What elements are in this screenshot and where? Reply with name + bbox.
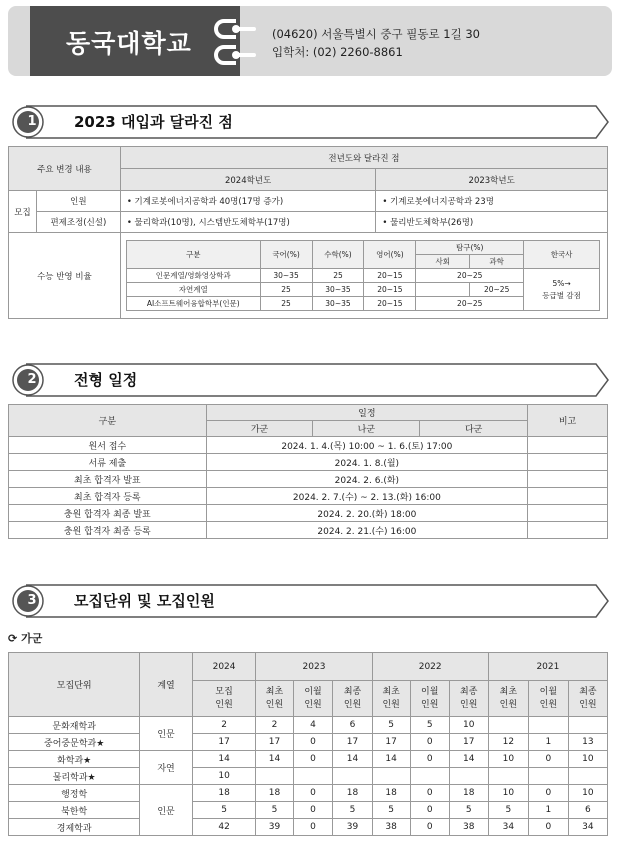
inner-name: 인문계열/영화영상학과 xyxy=(127,269,261,283)
count-cell: 0 xyxy=(410,751,449,768)
count-cell: 14 xyxy=(449,751,488,768)
sub-head: 최초 인원 xyxy=(256,681,293,717)
unit-name: 경제학과 xyxy=(9,819,140,836)
table-row xyxy=(9,734,608,751)
section-title: 모집단위 및 모집인원 xyxy=(74,592,215,610)
group-title xyxy=(8,630,42,646)
schedule-date: 2024. 2. 6.(화) xyxy=(206,471,527,488)
count-cell: 13 xyxy=(568,734,607,751)
count-cell: 5 xyxy=(333,802,372,819)
inner-cell: 20~15 xyxy=(364,269,416,283)
count-cell: 39 xyxy=(333,819,372,836)
inner-cell: 30~35 xyxy=(260,269,312,283)
section-header-2 xyxy=(8,362,610,398)
count-cell: 0 xyxy=(293,734,333,751)
count-cell: 17 xyxy=(192,734,256,751)
count-cell xyxy=(449,768,488,785)
schedule-label: 최초 합격자 등록 xyxy=(9,488,207,505)
count-cell: 6 xyxy=(568,802,607,819)
unit-name: 행정학 xyxy=(9,785,140,802)
inner-cell xyxy=(416,283,470,297)
col-field: 계열 xyxy=(140,653,192,717)
phone: 입학처: (02) 2260-8861 xyxy=(272,45,403,59)
count-cell: 0 xyxy=(293,819,333,836)
year-2023: 2023 xyxy=(256,653,372,681)
schedule-note xyxy=(528,437,608,454)
schedule-date: 2024. 1. 8.(월) xyxy=(206,454,527,471)
count-cell xyxy=(333,768,372,785)
inner-history: 5%→ 등급별 감점 xyxy=(524,269,600,311)
row-old: • 물리반도체학부(26명) xyxy=(376,212,608,233)
count-cell xyxy=(528,768,568,785)
table-row xyxy=(9,717,608,734)
schedule-date: 2024. 2. 21.(수) 16:00 xyxy=(206,522,527,539)
inner-head: 국어(%) xyxy=(260,241,312,269)
group-title-text: 가군 xyxy=(21,632,43,645)
row-new: • 기계로봇에너지공학과 40명(17명 증가) xyxy=(120,191,376,212)
col-main: 주요 변경 내용 xyxy=(9,147,121,191)
unit-name: 물리학과★ xyxy=(9,768,140,785)
table-row xyxy=(9,819,608,836)
sub-head: 최종 인원 xyxy=(333,681,372,717)
count-cell: 5 xyxy=(372,802,410,819)
school-name: 동국대학교 xyxy=(66,29,192,58)
schedule-label: 서류 제출 xyxy=(9,454,207,471)
count-cell: 38 xyxy=(372,819,410,836)
count-cell: 14 xyxy=(333,751,372,768)
row-old: • 기계로봇에너지공학과 23명 xyxy=(376,191,608,212)
count-cell: 12 xyxy=(488,734,528,751)
inner-head: 수학(%) xyxy=(312,241,364,269)
inner-cell: 20~15 xyxy=(364,297,416,311)
inner-cell: 25 xyxy=(260,283,312,297)
count-cell: 2 xyxy=(192,717,256,734)
field-name: 인문 xyxy=(140,717,192,751)
inner-subhead: 과학 xyxy=(470,255,524,269)
count-cell: 0 xyxy=(410,785,449,802)
year-new: 2024학년도 xyxy=(120,169,376,191)
field-name: 인문 xyxy=(140,785,192,836)
row-new: • 물리학과(10명), 시스템반도체학부(17명) xyxy=(120,212,376,233)
count-cell xyxy=(488,768,528,785)
field-name: 자연 xyxy=(140,751,192,785)
count-cell: 34 xyxy=(568,819,607,836)
suneung-table xyxy=(126,240,600,311)
schedule-note xyxy=(528,522,608,539)
count-cell: 0 xyxy=(410,734,449,751)
sub-da: 다군 xyxy=(420,421,528,437)
year-2022: 2022 xyxy=(372,653,488,681)
year-old: 2023학년도 xyxy=(376,169,608,191)
arrow-icon: ⟳ xyxy=(8,632,18,645)
count-cell: 18 xyxy=(333,785,372,802)
count-cell xyxy=(256,768,293,785)
sub-head: 최종 인원 xyxy=(449,681,488,717)
year-2024: 2024 xyxy=(192,653,256,681)
inner-cell: 25 xyxy=(260,297,312,311)
inner-head: 구분 xyxy=(127,241,261,269)
section-header-1 xyxy=(8,104,610,140)
schedule-note xyxy=(528,454,608,471)
count-cell: 6 xyxy=(333,717,372,734)
count-cell: 18 xyxy=(449,785,488,802)
count-cell xyxy=(568,768,607,785)
count-cell: 4 xyxy=(293,717,333,734)
count-cell: 14 xyxy=(256,751,293,768)
count-cell xyxy=(488,717,528,734)
count-cell: 17 xyxy=(256,734,293,751)
count-cell: 10 xyxy=(488,751,528,768)
count-cell: 2 xyxy=(256,717,293,734)
page-header xyxy=(8,6,612,76)
count-cell: 18 xyxy=(256,785,293,802)
unit-name: 중어중문학과★ xyxy=(9,734,140,751)
count-cell xyxy=(372,768,410,785)
section-header-3 xyxy=(8,583,610,619)
section-number: 2 xyxy=(27,372,37,387)
recruit-table xyxy=(8,652,608,836)
schedule-note xyxy=(528,505,608,522)
schedule-label: 최초 합격자 발표 xyxy=(9,471,207,488)
sub-head: 최종 인원 xyxy=(568,681,607,717)
address: (04620) 서울특별시 중구 필동로 1길 30 xyxy=(272,27,480,41)
schedule-table xyxy=(8,404,608,539)
count-cell xyxy=(293,768,333,785)
count-cell: 5 xyxy=(256,802,293,819)
count-cell: 0 xyxy=(528,819,568,836)
inner-cell: 20~25 xyxy=(416,269,524,283)
count-cell: 14 xyxy=(372,751,410,768)
count-cell: 0 xyxy=(528,785,568,802)
sub-head: 모집 인원 xyxy=(192,681,256,717)
count-cell: 0 xyxy=(293,802,333,819)
count-cell: 17 xyxy=(372,734,410,751)
inner-cell: 30~35 xyxy=(312,297,364,311)
inner-name: 자연계열 xyxy=(127,283,261,297)
clip-icon xyxy=(214,18,258,40)
unit-name: 북한학 xyxy=(9,802,140,819)
count-cell: 10 xyxy=(449,717,488,734)
sub-head: 최초 인원 xyxy=(372,681,410,717)
schedule-note xyxy=(528,471,608,488)
inner-cell: 20~25 xyxy=(470,283,524,297)
count-cell: 0 xyxy=(410,802,449,819)
count-cell: 5 xyxy=(410,717,449,734)
schedule-label: 충원 합격자 최종 등록 xyxy=(9,522,207,539)
sub-head: 이월 인원 xyxy=(410,681,449,717)
inner-cell: 25 xyxy=(312,269,364,283)
unit-name: 화학과★ xyxy=(9,751,140,768)
schedule-date: 2024. 2. 20.(화) 18:00 xyxy=(206,505,527,522)
schedule-date: 2024. 2. 7.(수) ~ 2. 13.(화) 16:00 xyxy=(206,488,527,505)
count-cell: 18 xyxy=(192,785,256,802)
section-number: 1 xyxy=(27,114,37,129)
row-label: 편제조정(신설) xyxy=(36,212,120,233)
count-cell: 18 xyxy=(372,785,410,802)
count-cell: 5 xyxy=(488,802,528,819)
schedule-label: 원서 접수 xyxy=(9,437,207,454)
col-diff: 전년도와 달라진 점 xyxy=(120,147,607,169)
col-date: 일정 xyxy=(206,405,527,421)
inner-cell: 30~35 xyxy=(312,283,364,297)
section-number: 3 xyxy=(27,593,37,608)
count-cell: 10 xyxy=(568,751,607,768)
clip-icon xyxy=(214,44,258,66)
count-cell xyxy=(528,717,568,734)
col-unit: 모집단위 xyxy=(9,653,140,717)
count-cell: 0 xyxy=(410,819,449,836)
suneung-label: 수능 반영 비율 xyxy=(9,233,121,319)
count-cell xyxy=(410,768,449,785)
count-cell: 5 xyxy=(192,802,256,819)
count-cell: 10 xyxy=(488,785,528,802)
count-cell: 0 xyxy=(528,751,568,768)
section-title: 2023 대입과 달라진 점 xyxy=(74,113,233,131)
year-2021: 2021 xyxy=(488,653,607,681)
sub-head: 이월 인원 xyxy=(528,681,568,717)
group-label: 모집 xyxy=(9,191,37,233)
table-row xyxy=(9,802,608,819)
col-note: 비고 xyxy=(528,405,608,437)
inner-head: 영어(%) xyxy=(364,241,416,269)
count-cell: 34 xyxy=(488,819,528,836)
count-cell: 5 xyxy=(372,717,410,734)
row-label: 인원 xyxy=(36,191,120,212)
inner-cell: 20~25 xyxy=(416,297,524,311)
count-cell: 0 xyxy=(293,785,333,802)
schedule-date: 2024. 1. 4.(목) 10:00 ~ 1. 6.(토) 17:00 xyxy=(206,437,527,454)
unit-name: 문화재학과 xyxy=(9,717,140,734)
count-cell: 39 xyxy=(256,819,293,836)
table-row xyxy=(9,785,608,802)
inner-head: 한국사 xyxy=(524,241,600,269)
count-cell: 42 xyxy=(192,819,256,836)
inner-head: 탐구(%) xyxy=(416,241,524,255)
sub-head: 최초 인원 xyxy=(488,681,528,717)
count-cell xyxy=(568,717,607,734)
inner-name: AI소프트웨어융합학부(인문) xyxy=(127,297,261,311)
section-title: 전형 일정 xyxy=(74,371,138,389)
recruit-body xyxy=(9,717,608,836)
count-cell: 1 xyxy=(528,734,568,751)
count-cell: 5 xyxy=(449,802,488,819)
table-row xyxy=(9,768,608,785)
sub-head: 이월 인원 xyxy=(293,681,333,717)
sub-ga: 가군 xyxy=(206,421,313,437)
count-cell: 0 xyxy=(293,751,333,768)
inner-subhead: 사회 xyxy=(416,255,470,269)
schedule-label: 충원 합격자 최종 발표 xyxy=(9,505,207,522)
sub-na: 나군 xyxy=(313,421,420,437)
col-type: 구분 xyxy=(9,405,207,437)
count-cell: 38 xyxy=(449,819,488,836)
count-cell: 17 xyxy=(333,734,372,751)
count-cell: 14 xyxy=(192,751,256,768)
schedule-note xyxy=(528,488,608,505)
table-row xyxy=(9,751,608,768)
count-cell: 1 xyxy=(528,802,568,819)
count-cell: 10 xyxy=(192,768,256,785)
count-cell: 17 xyxy=(449,734,488,751)
count-cell: 10 xyxy=(568,785,607,802)
inner-cell: 20~15 xyxy=(364,283,416,297)
